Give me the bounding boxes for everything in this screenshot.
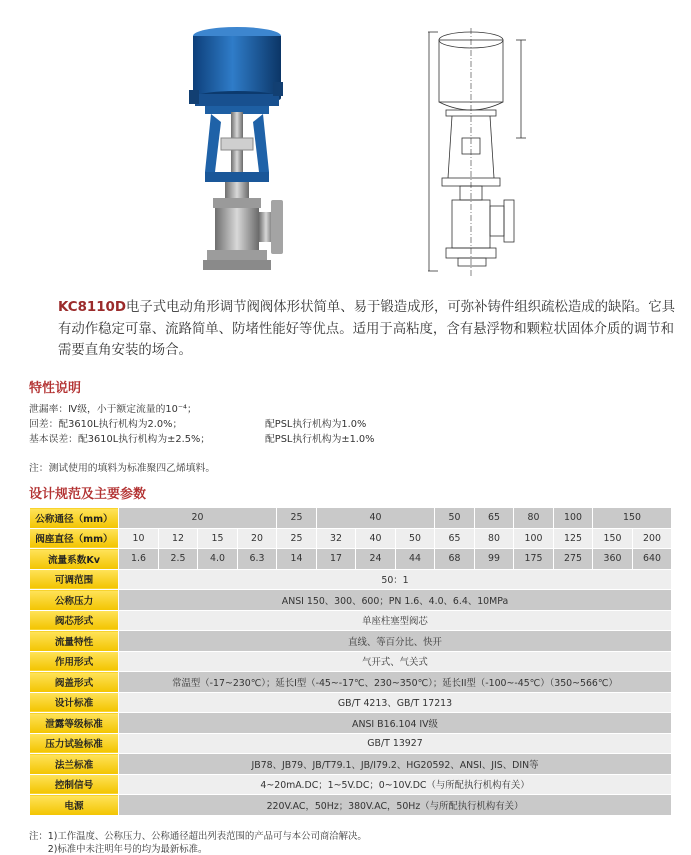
table-cell: 640: [633, 549, 672, 570]
table-cell: 直线、等百分比、快开: [119, 631, 672, 652]
table-cell: 1.6: [119, 549, 159, 570]
table-cell: ANSI 150、300、600；PN 1.6、4.0、6.4、10MPa: [119, 590, 672, 611]
table-cell: 2.5: [159, 549, 198, 570]
spec-note-2: 2)标准中未注明年号的均为最新标准。: [29, 844, 208, 855]
valve-photo: [175, 22, 295, 277]
row-label: 作用形式: [30, 651, 119, 672]
table-cell: 32: [317, 528, 356, 549]
spec-title: 设计规范及主要参数: [29, 487, 147, 502]
features-note: 注：测试使用的填料为标准聚四乙烯填料。: [29, 463, 216, 474]
table-cell: 15: [198, 528, 238, 549]
feature-line-error-psl: 配PSL执行机构为±1.0%: [265, 434, 375, 445]
row-label: 压力试验标准: [30, 733, 119, 754]
table-row-flange-standard: [30, 754, 672, 775]
table-cell: 50：1: [119, 569, 672, 590]
table-cell: 100: [554, 508, 593, 529]
table-row-range: [30, 569, 672, 590]
table-row-seat-diameter: [30, 528, 672, 549]
table-cell: 4.0: [198, 549, 238, 570]
table-cell: 65: [475, 508, 514, 529]
table-cell: 25: [277, 508, 317, 529]
table-row-design-standard: [30, 692, 672, 713]
row-label: 电源: [30, 795, 119, 816]
table-row-flow-characteristic: [30, 631, 672, 652]
table-cell: 44: [396, 549, 435, 570]
table-cell: 20: [238, 528, 277, 549]
table-cell: 150: [593, 508, 672, 529]
table-cell: 12: [159, 528, 198, 549]
row-label: 阀盖形式: [30, 672, 119, 693]
row-label: 流量特性: [30, 631, 119, 652]
table-cell: 150: [593, 528, 633, 549]
intro-paragraph: [58, 297, 686, 362]
table-cell: 275: [554, 549, 593, 570]
spec-table: [29, 507, 672, 816]
row-label: 泄露等级标准: [30, 713, 119, 734]
dimension-drawing: [428, 26, 540, 281]
table-cell: 40: [317, 508, 435, 529]
row-label: 公称通径（mm）: [30, 508, 119, 529]
table-cell: 14: [277, 549, 317, 570]
table-cell: 4~20mA.DC；1~5V.DC；0~10V.DC（与所配执行机构有关）: [119, 774, 672, 795]
table-cell: GB/T 4213、GB/T 17213: [119, 692, 672, 713]
row-label: 公称压力: [30, 590, 119, 611]
table-cell: 80: [514, 508, 554, 529]
feature-line-hysteresis: 回差：配3610L执行机构为2.0%；: [29, 419, 183, 430]
feature-line-error: 基本误差：配3610L执行机构为±2.5%；: [29, 434, 211, 445]
table-row-test-standard: [30, 733, 672, 754]
table-row-kv: [30, 549, 672, 570]
table-cell: 100: [514, 528, 554, 549]
row-label: 阀座直径（mm）: [30, 528, 119, 549]
table-cell: 50: [396, 528, 435, 549]
row-label: 阀芯形式: [30, 610, 119, 631]
table-row-core: [30, 610, 672, 631]
table-row-action: [30, 651, 672, 672]
table-cell: 200: [633, 528, 672, 549]
table-row-power: [30, 795, 672, 816]
table-cell: 65: [435, 528, 475, 549]
table-cell: 125: [554, 528, 593, 549]
table-row-nominal-diameter: [30, 508, 672, 529]
table-cell: 10: [119, 528, 159, 549]
row-label: 可调范围: [30, 569, 119, 590]
feature-line-hysteresis-psl: 配PSL执行机构为1.0%: [265, 419, 367, 430]
table-cell: 17: [317, 549, 356, 570]
table-row-pressure: [30, 590, 672, 611]
table-cell: GB/T 13927: [119, 733, 672, 754]
row-label: 设计标准: [30, 692, 119, 713]
table-cell: 24: [356, 549, 396, 570]
table-cell: 360: [593, 549, 633, 570]
table-cell: 80: [475, 528, 514, 549]
features-title: 特性说明: [29, 381, 82, 396]
table-cell: 99: [475, 549, 514, 570]
table-cell: 25: [277, 528, 317, 549]
row-label: 法兰标准: [30, 754, 119, 775]
table-cell: 20: [119, 508, 277, 529]
table-row-leakage-standard: [30, 713, 672, 734]
feature-line-leakage: 泄漏率：Ⅳ级，小于额定流量的10⁻⁴；: [29, 404, 197, 415]
table-row-bonnet: [30, 672, 672, 693]
table-cell: 常温型（-17~230℃）；延长I型（-45~-17℃、230~350℃）；延长II型（-100~-45℃）（350~566℃）: [119, 672, 672, 693]
row-label: 控制信号: [30, 774, 119, 795]
intro-text: 电子式电动角形调节阀阀体形状简单、易于锻造成形，可弥补铸件组织疏松造成的缺陷。它具有动作稳定可靠、流路简单、防堵性能好等优点。适用于高粘度，含有悬浮物和颗粒状固体介质的调节和需要直角安装的场合。: [58, 300, 676, 358]
table-cell: 50: [435, 508, 475, 529]
table-row-control-signal: [30, 774, 672, 795]
table-cell: 175: [514, 549, 554, 570]
table-cell: 40: [356, 528, 396, 549]
row-label: 流量系数Kv: [30, 549, 119, 570]
table-cell: ANSI B16.104 IV级: [119, 713, 672, 734]
table-cell: 6.3: [238, 549, 277, 570]
model-name: KC8110D: [58, 300, 126, 315]
table-cell: 68: [435, 549, 475, 570]
table-cell: JB78、JB79、JB/T79.1、JB/I79.2、HG20592、ANSI、JIS、DIN等: [119, 754, 672, 775]
spec-note-1: 注：1)工作温度、公称压力、公称通径超出列表范围的产品可与本公司商洽解决。: [29, 831, 367, 842]
table-cell: 气开式、气关式: [119, 651, 672, 672]
table-cell: 220V.AC，50Hz；380V.AC，50Hz（与所配执行机构有关）: [119, 795, 672, 816]
table-cell: 单座柱塞型阀芯: [119, 610, 672, 631]
